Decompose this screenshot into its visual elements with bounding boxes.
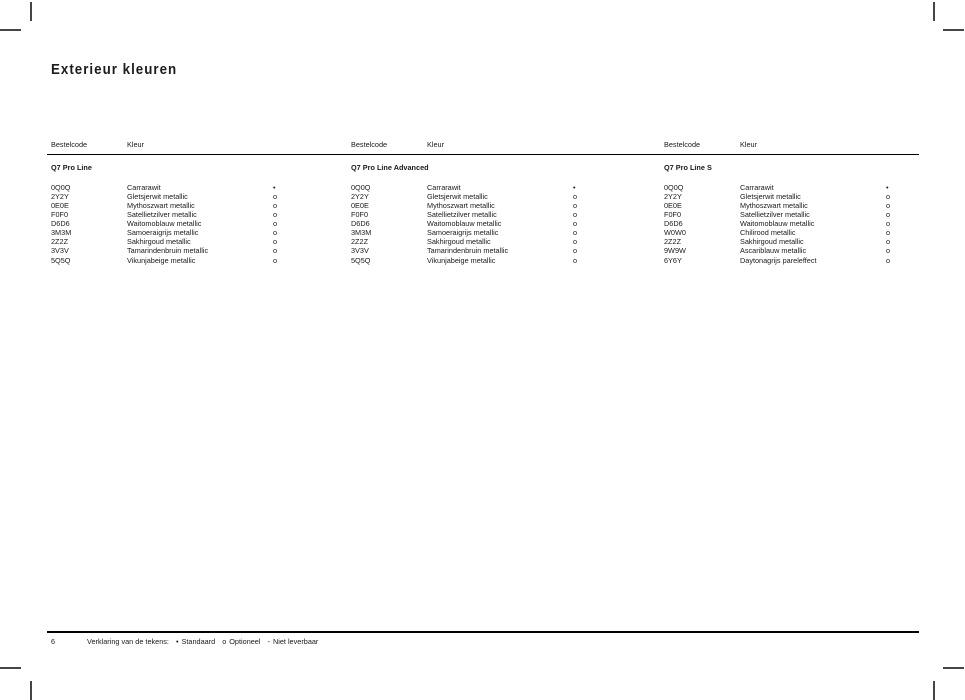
availability-marker: o <box>273 219 278 229</box>
color-code: 6Y6Y <box>664 255 682 265</box>
crop-mark-bottom-right-horizontal <box>943 667 964 669</box>
availability-marker: o <box>573 219 578 229</box>
niet-leverbaar-label: Niet leverbaar <box>272 637 319 646</box>
color-name: Waitomoblauw metallic <box>127 219 202 229</box>
color-code: 3V3V <box>351 246 369 256</box>
color-code: 3M3M <box>51 228 72 238</box>
color-code: 2Z2Z <box>51 237 69 247</box>
crop-mark-top-left-horizontal <box>0 29 21 31</box>
color-row <box>351 256 591 265</box>
column-header-bestelcode: Bestelcode <box>51 140 88 149</box>
availability-marker: • <box>886 182 889 192</box>
color-row <box>664 237 904 246</box>
availability-marker: o <box>273 228 278 238</box>
color-row <box>51 219 291 228</box>
color-code: 9W9W <box>664 246 686 256</box>
color-name: Tamarindenbruin metallic <box>127 246 209 256</box>
availability-marker: o <box>886 200 891 210</box>
color-name: Sakhirgoud metallic <box>427 237 491 247</box>
color-name: Daytonagrijs pareleffect <box>740 255 817 265</box>
availability-marker: o <box>273 209 278 219</box>
color-code: 2Z2Z <box>664 237 682 247</box>
color-row <box>51 183 291 192</box>
color-row <box>51 210 291 219</box>
availability-marker: o <box>573 237 578 247</box>
color-code: 0E0E <box>51 200 69 210</box>
color-code: 0Q0Q <box>351 182 371 192</box>
color-row <box>664 201 904 210</box>
color-code: 0Q0Q <box>51 182 71 192</box>
color-row <box>664 256 904 265</box>
color-name: Satellietzilver metallic <box>127 209 197 219</box>
color-row <box>664 219 904 228</box>
crop-mark-bottom-right-vertical <box>933 681 935 700</box>
color-name: Gletsjerwit metallic <box>427 191 488 201</box>
color-code: 3M3M <box>351 228 372 238</box>
color-code: 2Y2Y <box>664 191 682 201</box>
color-code: 2Z2Z <box>351 237 369 247</box>
color-name: Mythoszwart metallic <box>740 200 808 210</box>
color-rows <box>351 183 591 265</box>
color-name: Sakhirgoud metallic <box>127 237 191 247</box>
crop-mark-top-right-horizontal <box>943 29 964 31</box>
availability-marker: o <box>573 228 578 238</box>
availability-marker: • <box>273 182 276 192</box>
color-row <box>51 246 291 255</box>
color-name: Sakhirgoud metallic <box>740 237 804 247</box>
color-rows <box>51 183 291 265</box>
color-row <box>51 237 291 246</box>
color-code: D6D6 <box>51 219 70 229</box>
color-name: Satellietzilver metallic <box>427 209 497 219</box>
availability-marker: o <box>886 255 891 265</box>
color-code: F0F0 <box>51 209 69 219</box>
color-name: Vikunjabeige metallic <box>427 255 496 265</box>
column-header-kleur: Kleur <box>740 140 758 149</box>
color-code: 5Q5Q <box>351 255 371 265</box>
color-row <box>351 219 591 228</box>
color-name: Waitomoblauw metallic <box>740 219 815 229</box>
color-row <box>51 201 291 210</box>
table-header-rule <box>47 154 919 156</box>
availability-marker: o <box>273 255 278 265</box>
color-name: Satellietzilver metallic <box>740 209 810 219</box>
crop-mark-bottom-left-horizontal <box>0 667 21 669</box>
availability-marker: o <box>273 246 278 256</box>
color-code: 3V3V <box>51 246 69 256</box>
availability-marker: o <box>886 209 891 219</box>
color-row <box>351 192 591 201</box>
legend-item-niet-leverbaar <box>268 637 319 646</box>
color-row <box>664 228 904 237</box>
color-code: F0F0 <box>351 209 369 219</box>
color-name: Samoeraigrijs metallic <box>427 228 499 238</box>
color-row <box>664 246 904 255</box>
column-header-bestelcode: Bestelcode <box>351 140 388 149</box>
color-row <box>351 183 591 192</box>
color-code: 0E0E <box>664 200 682 210</box>
standaard-symbol: • <box>175 637 179 646</box>
optioneel-symbol: o <box>222 637 227 646</box>
availability-marker: o <box>573 255 578 265</box>
color-code: 0Q0Q <box>664 182 684 192</box>
color-name: Vikunjabeige metallic <box>127 255 196 265</box>
color-name: Waitomoblauw metallic <box>427 219 502 229</box>
availability-marker: o <box>573 200 578 210</box>
color-row <box>351 210 591 219</box>
color-row <box>664 210 904 219</box>
color-code: 0E0E <box>351 200 369 210</box>
color-code: F0F0 <box>664 209 682 219</box>
availability-marker: o <box>886 246 891 256</box>
color-name: Mythoszwart metallic <box>427 200 495 210</box>
color-row <box>664 183 904 192</box>
color-name: Tamarindenbruin metallic <box>427 246 509 256</box>
standaard-label: Standaard <box>181 637 216 646</box>
color-name: Gletsjerwit metallic <box>127 191 188 201</box>
availability-marker: o <box>273 191 278 201</box>
color-row <box>351 246 591 255</box>
page-title: Exterieur kleuren <box>51 62 178 78</box>
availability-marker: o <box>273 200 278 210</box>
color-name: Carrarawit <box>127 182 161 192</box>
niet-leverbaar-symbol: - <box>267 637 270 646</box>
color-code: D6D6 <box>664 219 683 229</box>
color-row <box>51 228 291 237</box>
optioneel-label: Optioneel <box>229 637 261 646</box>
section-title-q7-pro-line-s: Q7 Pro Line S <box>664 163 712 172</box>
availability-marker: o <box>573 191 578 201</box>
availability-marker: • <box>573 182 576 192</box>
availability-marker: o <box>573 209 578 219</box>
section-title-q7-pro-line: Q7 Pro Line <box>51 163 92 172</box>
legend-item-standaard <box>176 637 215 646</box>
color-rows <box>664 183 904 265</box>
availability-marker: o <box>886 237 891 247</box>
crop-mark-top-right-vertical <box>933 2 935 21</box>
legend-label: Verklaring van de tekens: <box>87 637 169 646</box>
color-code: 2Y2Y <box>51 191 69 201</box>
color-name: Carrarawit <box>427 182 461 192</box>
column-header-kleur: Kleur <box>127 140 145 149</box>
color-row <box>351 228 591 237</box>
color-name: Samoeraigrijs metallic <box>127 228 199 238</box>
availability-marker: o <box>573 246 578 256</box>
column-header-bestelcode: Bestelcode <box>664 140 701 149</box>
availability-marker: o <box>273 237 278 247</box>
crop-mark-top-left-vertical <box>30 2 32 21</box>
column-header-kleur: Kleur <box>427 140 445 149</box>
color-code: 2Y2Y <box>351 191 369 201</box>
color-name: Mythoszwart metallic <box>127 200 195 210</box>
crop-mark-bottom-left-vertical <box>30 681 32 700</box>
legend-item-optioneel <box>222 637 260 646</box>
symbol-legend <box>87 637 318 646</box>
availability-marker: o <box>886 191 891 201</box>
availability-marker: o <box>886 228 891 238</box>
color-name: Carrarawit <box>740 182 774 192</box>
color-code: D6D6 <box>351 219 370 229</box>
color-row <box>664 192 904 201</box>
availability-marker: o <box>886 219 891 229</box>
section-title-q7-pro-line-advanced: Q7 Pro Line Advanced <box>351 163 429 172</box>
color-code: 5Q5Q <box>51 255 71 265</box>
color-name: Chilirood metallic <box>740 228 796 238</box>
color-row <box>51 192 291 201</box>
color-code: W0W0 <box>664 228 686 238</box>
page-number: 6 <box>51 637 56 646</box>
color-row <box>51 256 291 265</box>
color-name: Gletsjerwit metallic <box>740 191 801 201</box>
color-row <box>351 201 591 210</box>
footer-rule <box>47 631 919 633</box>
color-name: Ascariblauw metallic <box>740 246 807 256</box>
color-row <box>351 237 591 246</box>
